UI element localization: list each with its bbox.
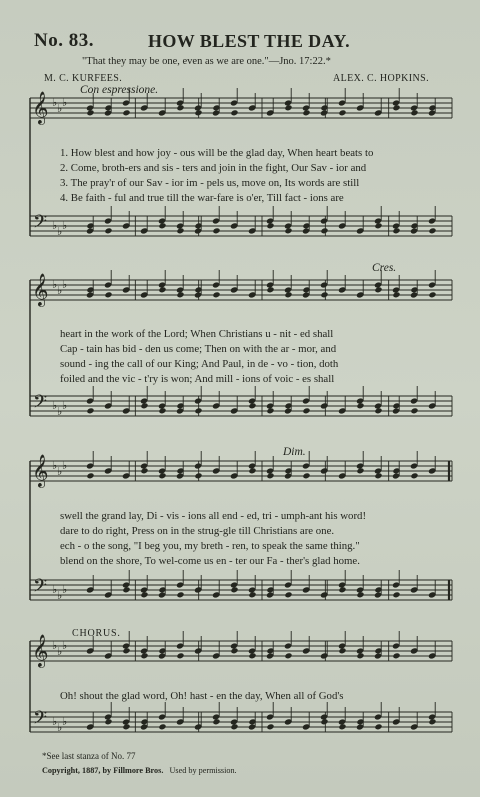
note-head bbox=[284, 652, 292, 659]
note-head bbox=[392, 104, 400, 111]
flat-sign: ♭ bbox=[52, 460, 58, 472]
flat-sign: ♭ bbox=[52, 640, 58, 652]
note-head bbox=[230, 647, 238, 654]
note-head bbox=[266, 407, 274, 414]
note-head bbox=[338, 586, 346, 593]
flat-sign: ♭ bbox=[57, 590, 63, 602]
footnote: *See last stanza of No. 77 bbox=[42, 751, 136, 761]
lyric-line: dare to do right, Press on in the strug-gle till Christians are one. bbox=[60, 525, 335, 537]
bass-clef: 𝄢 bbox=[33, 576, 48, 601]
note-head bbox=[374, 723, 382, 730]
scripture-epigraph: "That they may be one, even as we are one."—Jno. 17:22.* bbox=[82, 56, 331, 67]
permission-text: Used by permission. bbox=[169, 766, 237, 775]
lyric-line: swell the grand lay, Di - vis - ions all end - ed, tri - umph-ant his word! bbox=[60, 510, 367, 522]
lyric-line: 3. The pray'r of our Sav - ior im - pels us, move on, Its words are still bbox=[60, 177, 360, 189]
note-head bbox=[356, 652, 364, 659]
note-head bbox=[176, 291, 184, 298]
note-head bbox=[122, 109, 130, 116]
flat-sign: ♭ bbox=[57, 406, 63, 418]
note-head bbox=[302, 109, 310, 116]
note-head bbox=[266, 472, 274, 479]
note-head bbox=[248, 402, 256, 409]
note-head bbox=[248, 591, 256, 598]
bass-clef: 𝄢 bbox=[33, 392, 48, 417]
crescendo-marking: Cres. bbox=[372, 262, 397, 274]
lyric-line: 1. How blest and how joy - ous will be the glad day, When heart beats to bbox=[60, 147, 374, 159]
flat-sign: ♭ bbox=[57, 646, 63, 658]
note-head bbox=[158, 222, 166, 229]
note-head bbox=[86, 472, 94, 479]
note-head bbox=[104, 718, 112, 725]
note-head bbox=[230, 586, 238, 593]
note-head bbox=[176, 652, 184, 659]
lyric-line: foiled and the vic - t'ry is won; And mill - ions of voic - es shall bbox=[60, 373, 335, 385]
lyric-line: ech - o the song, "I beg you, my breth - ren, to speak the same thing." bbox=[60, 540, 360, 552]
note-head bbox=[338, 723, 346, 730]
note-head bbox=[320, 291, 328, 298]
flat-sign: ♭ bbox=[52, 97, 58, 109]
note-head bbox=[266, 723, 274, 730]
note-head bbox=[392, 591, 400, 598]
note-head bbox=[158, 407, 166, 414]
flat-sign: ♭ bbox=[62, 400, 68, 412]
chorus-marking: CHORUS. bbox=[72, 628, 121, 639]
note-head bbox=[410, 109, 418, 116]
note-head bbox=[320, 718, 328, 725]
flat-sign: ♭ bbox=[57, 466, 63, 478]
lyric-line: 2. Come, broth-ers and sis - ters and join in the fight, Our Sav - ior and bbox=[60, 162, 367, 174]
lyric-line: Cap - tain has bid - den us come; Then on with the ar - mor, and bbox=[60, 343, 337, 355]
note-head bbox=[158, 286, 166, 293]
note-head bbox=[122, 723, 130, 730]
note-head bbox=[410, 472, 418, 479]
lyric-line: heart in the work of the Lord; When Christians u - nit - ed shall bbox=[60, 328, 334, 340]
note-head bbox=[248, 652, 256, 659]
lyric-line: Oh! shout the glad word, Oh! hast - en the day, When all of God's bbox=[60, 690, 344, 702]
copyright-text: Copyright, 1887, by Fillmore Bros. bbox=[42, 766, 164, 775]
note-head bbox=[284, 227, 292, 234]
bass-clef: 𝄢 bbox=[33, 212, 48, 237]
note-head bbox=[212, 718, 220, 725]
note-head bbox=[194, 407, 202, 414]
note-head bbox=[212, 227, 220, 234]
treble-clef: 𝄞 bbox=[32, 634, 49, 667]
note-head bbox=[140, 402, 148, 409]
flat-sign: ♭ bbox=[57, 103, 63, 115]
note-head bbox=[230, 723, 238, 730]
copyright-line bbox=[42, 766, 237, 775]
note-head bbox=[356, 467, 364, 474]
note-head bbox=[356, 591, 364, 598]
hymn-title: HOW BLEST THE DAY. bbox=[148, 31, 350, 51]
note-head bbox=[320, 227, 328, 234]
flat-sign: ♭ bbox=[52, 584, 58, 596]
note-head bbox=[374, 472, 382, 479]
lyric-line: blend on the shore, To wel-come us en - ter our Fa - ther's glad home. bbox=[60, 555, 360, 567]
lyric-line: sound - ing the call of our King; And Paul, in de - vo - tion, doth bbox=[60, 358, 339, 370]
note-head bbox=[374, 222, 382, 229]
note-head bbox=[194, 472, 202, 479]
note-head bbox=[392, 227, 400, 234]
bass-clef: 𝄢 bbox=[33, 708, 48, 733]
note-head bbox=[338, 109, 346, 116]
note-head bbox=[86, 407, 94, 414]
note-head bbox=[248, 467, 256, 474]
note-head bbox=[176, 591, 184, 598]
note-head bbox=[374, 286, 382, 293]
note-head bbox=[86, 109, 94, 116]
note-head bbox=[194, 109, 202, 116]
note-head bbox=[140, 652, 148, 659]
note-head bbox=[284, 291, 292, 298]
note-head bbox=[266, 286, 274, 293]
note-head bbox=[140, 467, 148, 474]
note-head bbox=[428, 718, 436, 725]
hymn-number: No. 83. bbox=[34, 30, 94, 51]
note-head bbox=[392, 652, 400, 659]
note-head bbox=[104, 291, 112, 298]
note-head bbox=[302, 472, 310, 479]
note-head bbox=[176, 227, 184, 234]
lyric-line: 4. Be faith - ful and true till the war-fare is o'er, Till fact - ions are bbox=[60, 192, 344, 204]
flat-sign: ♭ bbox=[52, 279, 58, 291]
note-head bbox=[374, 407, 382, 414]
note-head bbox=[104, 227, 112, 234]
author-credit: ALEX. C. HOPKINS. bbox=[333, 73, 429, 84]
note-head bbox=[176, 104, 184, 111]
note-head bbox=[266, 222, 274, 229]
flat-sign: ♭ bbox=[57, 722, 63, 734]
treble-clef: 𝄞 bbox=[32, 454, 49, 487]
note-head bbox=[410, 407, 418, 414]
flat-sign: ♭ bbox=[57, 285, 63, 297]
note-head bbox=[302, 407, 310, 414]
note-head bbox=[158, 723, 166, 730]
expression-marking: Con espressione. bbox=[80, 84, 159, 96]
note-head bbox=[392, 291, 400, 298]
note-head bbox=[140, 591, 148, 598]
flat-sign: ♭ bbox=[62, 640, 68, 652]
note-head bbox=[338, 647, 346, 654]
flat-sign: ♭ bbox=[52, 400, 58, 412]
note-head bbox=[356, 402, 364, 409]
note-head bbox=[212, 291, 220, 298]
note-head bbox=[284, 591, 292, 598]
flat-sign: ♭ bbox=[62, 279, 68, 291]
flat-sign: ♭ bbox=[62, 97, 68, 109]
note-head bbox=[428, 227, 436, 234]
note-head bbox=[284, 104, 292, 111]
note-head bbox=[428, 291, 436, 298]
flat-sign: ♭ bbox=[62, 460, 68, 472]
treble-clef: 𝄞 bbox=[32, 273, 49, 306]
flat-sign: ♭ bbox=[62, 584, 68, 596]
flat-sign: ♭ bbox=[52, 716, 58, 728]
note-head bbox=[158, 472, 166, 479]
diminuendo-marking: Dim. bbox=[283, 446, 306, 458]
note-head bbox=[230, 109, 238, 116]
note-head bbox=[122, 647, 130, 654]
flat-sign: ♭ bbox=[62, 716, 68, 728]
flat-sign: ♭ bbox=[57, 226, 63, 238]
note-head bbox=[122, 586, 130, 593]
flat-sign: ♭ bbox=[52, 220, 58, 232]
treble-clef: 𝄞 bbox=[32, 91, 49, 124]
composer-credit: M. C. KURFEES. bbox=[44, 73, 123, 84]
flat-sign: ♭ bbox=[62, 220, 68, 232]
